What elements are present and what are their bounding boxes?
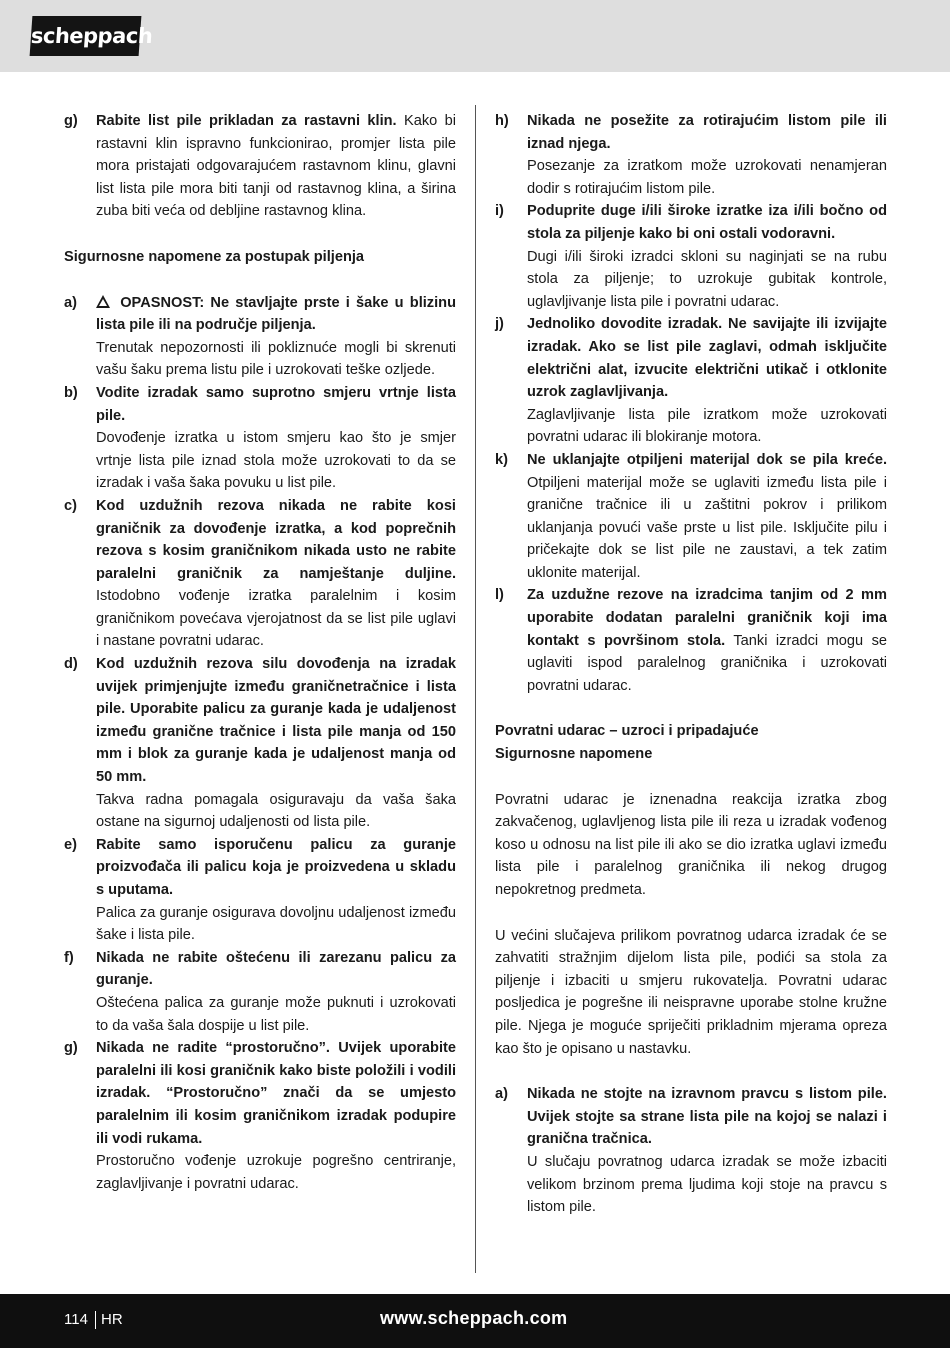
item-bold-text: Vodite izradak samo suprotno smjeru vrtnje lista pile.: [96, 384, 456, 424]
item-label: g): [64, 113, 78, 129]
list-item: [64, 653, 456, 834]
paragraph: U većini slučajeva prilikom povratnog udarca izradak će se zahvatiti stražnjim dijelom lista pile, podići sa stola za piljenje i izbaciti u smjeru rukovatelja. Povratni udarac posljedica je pogrešne ili neispravne uporabe stolne kružne pile. Njega je moguće spriječiti prikladnim mjerama opreza kao što je opisano u nastavku.: [495, 927, 887, 1057]
list-item: [495, 1083, 887, 1219]
item-bold-text: Rabite samo isporučenu palicu za guranje proizvođača ili palicu koja je proizvedena u skladu s uputama.: [96, 836, 456, 898]
item-bold-text: Nikada ne radite “prostoručno”. Uvijek uporabite paralelni ili kosi graničnik kako biste položili i vodili izradak. “Prostoručno” znači da se umjesto paralelnim ili kosim graničnikom izradak podupire ili vodi rukama.: [96, 1040, 456, 1147]
list-item: [495, 449, 887, 585]
item-bold-text: Ne uklanjajte otpiljeni materijal dok se pila kreće.: [527, 451, 887, 468]
item-label: l): [495, 587, 504, 604]
item-label: d): [64, 656, 78, 673]
item-text: Istodobno vođenje izratka paralelnim i kosim graničnikom povećava vjerojatnost da se list pile uglavi i nastane povratni udarac.: [96, 588, 456, 650]
item-bold-text: Rabite list pile prikladan za rastavni klin.: [96, 113, 397, 129]
list-item: [64, 495, 456, 653]
item-text: Tanki izradci mogu se uglaviti ispod paralelnog graničnika i uzrokovati povratni udarac.: [527, 632, 887, 694]
item-label: f): [64, 949, 74, 966]
item-bold-text: Kod uzdužnih rezova nikada ne rabite kosi graničnik za dovođenje izratka, a kod poprečnih rezova s kosim graničnikom nikada usto ne rabite paralelni graničnik za namještanje duljine.: [96, 497, 456, 582]
item-text: Posezanje za izratkom može uzrokovati nenamjeran dodir s rotirajućim listom pile.: [527, 158, 887, 197]
item-label: a): [495, 1086, 508, 1103]
footer-separator: [95, 1311, 96, 1329]
item-text: Otpiljeni materijal može se uglaviti između lista pile i granične tračnice ili u zaštitni pokrov i prilikom uklanjanja povući vaše prste u list pile. Isključite pilu i pričekajte dok se list pile ne zaustavi, a tek zatim uklonite materijal.: [527, 474, 887, 581]
item-label: j): [495, 316, 504, 333]
section-heading: Sigurnosne napomene za postupak piljenja: [64, 248, 365, 265]
item-bold-text: Za uzdužne rezove na izradcima tanjim od 2 mm uporabite dodatan paralelni graničnik koji ima kontakt s površinom stola.: [527, 587, 887, 649]
item-label: i): [495, 203, 504, 220]
list-item: [495, 313, 887, 449]
item-text: Prostoručno vođenje uzrokuje pogrešno centriranje, zaglavljivanje i povratni udarac.: [96, 1153, 456, 1192]
item-label: b): [64, 384, 78, 401]
language-code: HR: [101, 1311, 123, 1328]
page-footer: [0, 1294, 950, 1348]
item-bold-text: Poduprite duge i/ili široke izratke iza i/ili bočno od stola za piljenje kako bi oni ostali vodoravni.: [527, 203, 887, 242]
column-divider: [475, 105, 476, 1273]
list-item: [64, 834, 456, 947]
list-item: [64, 382, 456, 495]
item-bold-text: Nikada ne rabite oštećenu ili zarezanu palicu za guranje.: [96, 949, 456, 989]
item-label: e): [64, 836, 77, 853]
list-item: [64, 1037, 456, 1195]
item-label: c): [64, 497, 77, 514]
item-text: Zaglavljivanje lista pile izratkom može uzrokovati povratni udarac ili blokiranje motora.: [527, 406, 887, 446]
item-text: Trenutak nepozornosti ili pokliznuće mogli bi skrenuti vašu šaku prema listu pile i uzrokovati teške ozljede.: [96, 339, 456, 379]
item-text: Palica za guranje osigurava dovoljnu udaljenost između šake i lista pile.: [96, 904, 456, 944]
left-column: [64, 110, 456, 1195]
item-label: a): [64, 294, 77, 311]
item-text: U slučaju povratnog udarca izradak se može izbaciti velikom brzinom prema ljudima koji stoje na pravcu s listom pile.: [527, 1153, 887, 1216]
item-bold-text: Nikada ne stojte na izravnom pravcu s listom pile. Uvijek stojte sa strane lista pile na kojoj se nalazi i granična tračnica.: [527, 1086, 887, 1148]
item-text: Kako bi rastavni klin ispravno funkcionirao, promjer lista pile mora pristajati odgovarajućem rastavnom klinu, glavni list lista pile mora biti tanji od rastavnog klina, a širina zuba biti veća od debljine rastavnog klina.: [96, 113, 457, 220]
section-subheading: Sigurnosne napomene: [495, 746, 653, 763]
paragraph: Povratni udarac je iznenadna reakcija izratka zbog zakvačenog, uglavljenog lista pile ili reza u izradak vođenog koso u odnosu na list pile ili ako se dio izratka uglavi između lista pile i paralelnog graničnika ili nekog drugog nepokretnog predmeta.: [495, 791, 887, 898]
list-item: [495, 584, 887, 697]
website-link[interactable]: www.scheppach.com: [380, 1308, 568, 1328]
list-item: [495, 200, 887, 313]
scheppach-logo: scheppach: [30, 16, 142, 56]
item-label: k): [495, 451, 508, 468]
item-text: Oštećena palica za guranje može puknuti i uzrokovati to da vaša šala dospije u list pile.: [96, 994, 456, 1034]
item-bold-text: OPASNOST: Ne stavljajte prste i šake u blizinu lista pile ili na područje piljenja.: [96, 294, 456, 334]
list-item: [64, 110, 456, 223]
item-label: g): [64, 1040, 78, 1057]
page-header: [0, 0, 950, 72]
item-text: Dovođenje izratka u istom smjeru kao što je smjer vrtnje lista pile iznad stola može uzrokovati to da se izradak i vaša šaka povuku u list pile.: [96, 430, 456, 492]
item-label: h): [495, 113, 509, 129]
list-item: [495, 110, 887, 200]
item-bold-text: Kod uzdužnih rezova silu dovođenja na izradak uvijek primjenjujte između graničnetračnice i lista pile. Uporabite palicu za guranje kada je udaljenost između granične tračnice i lista pile manja od 150 mm i blok za guranje kada je udaljenost manja od 50 mm.: [96, 656, 456, 786]
item-text: Takva radna pomagala osiguravaju da vaša šaka ostane na sigurnoj udaljenosti od lista pile.: [96, 791, 456, 831]
list-item: [64, 947, 456, 1037]
item-bold-text: Jednoliko dovodite izradak. Ne savijajte ili izvijajte izradak. Ako se list pile zaglavi, odmah isključite električni alat, izvucite električni utikač i otklonite uzrok zaglavljivanja.: [527, 316, 887, 401]
item-text: Dugi i/ili široki izradci skloni su naginjati se na rubu stola za piljenje; to uzrokuje gubitak kontrole, uglavljivanje lista pile i povratni udarac.: [527, 248, 887, 310]
section-heading: Povratni udarac – uzroci i pripadajuće: [495, 723, 759, 740]
page-number: 114: [64, 1311, 88, 1328]
list-item: [64, 292, 456, 382]
warning-icon: [96, 295, 110, 308]
right-column: [495, 110, 887, 1219]
item-bold-text: Nikada ne posežite za rotirajućim listom pile ili iznad njega.: [527, 113, 887, 152]
